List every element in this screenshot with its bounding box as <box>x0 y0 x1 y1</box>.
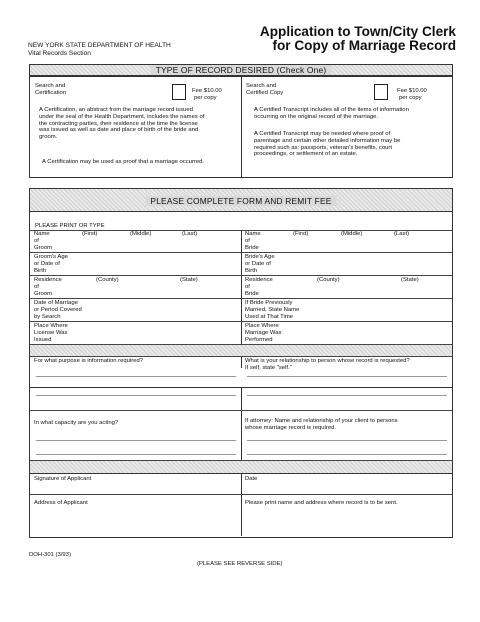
label-line: Groom <box>34 290 53 297</box>
certification-proof-note: A Certification may be used as proof that a marriage occurred. <box>42 159 205 165</box>
label-line: of <box>34 283 39 290</box>
capacity-answer-line[interactable] <box>36 440 236 441</box>
attorney-question-2: whose marriage record is required. <box>245 425 337 431</box>
label-line: Place Where <box>34 323 68 329</box>
row-line <box>30 252 452 253</box>
relationship-answer-line-2[interactable] <box>247 395 447 396</box>
label-line: If Bride Previously <box>245 300 293 306</box>
certification-desc-line: was issued as well as date and place of birth of the bride and <box>39 127 199 134</box>
label-line: Name <box>34 231 50 237</box>
row-line <box>30 321 452 322</box>
section-label: Vital Records Section <box>28 50 91 57</box>
license-place-label <box>34 323 68 343</box>
label-line: Residence <box>245 277 273 283</box>
record-type-divider <box>241 77 242 177</box>
form-title <box>260 25 456 53</box>
certification-label-2: Certification <box>35 90 67 96</box>
attorney-answer-line[interactable] <box>247 440 447 441</box>
groom-county-col: (County) <box>96 277 119 283</box>
label-line: License Was <box>34 329 68 336</box>
marriage-place-label <box>245 323 281 343</box>
bride-first-col: (First) <box>293 231 309 237</box>
capacity-block <box>29 388 453 474</box>
date-of-marriage-label <box>34 300 82 320</box>
label-line: by Search <box>34 313 61 320</box>
certification-desc-line: the contracting parties, their residence at the time the license <box>39 120 198 127</box>
applicant-block <box>29 474 453 538</box>
certification-label-1: Search and <box>35 83 66 89</box>
certified-copy-desc-line: A Certified Transcript includes all of the items of information <box>254 107 409 113</box>
capacity-answer-line-2[interactable] <box>36 454 236 455</box>
certified-copy-usage <box>254 131 452 158</box>
capacity-separator <box>30 460 452 473</box>
label-line: Date of Marriage <box>34 300 78 306</box>
bride-middle-col: (Middle) <box>341 231 363 237</box>
address-label: Address of Applicant <box>34 500 88 506</box>
label-line: Used at That Time <box>245 313 294 320</box>
certified-copy-description <box>254 107 452 121</box>
form-separator <box>30 344 452 357</box>
certified-copy-fee-unit: per copy <box>399 95 422 101</box>
applicant-divider <box>241 474 242 536</box>
record-type-heading: TYPE OF RECORD DESIRED (Check One) <box>151 65 332 75</box>
date-label: Date <box>245 476 258 482</box>
label-line: of <box>245 237 250 244</box>
certification-checkbox[interactable] <box>172 84 186 100</box>
title-line-1: Application to Town/City Clerk <box>259 24 456 39</box>
certified-copy-desc-line: occurring on the original record of the marriage. <box>254 113 379 120</box>
bride-residence-label <box>245 277 273 297</box>
bride-age-label <box>245 254 275 274</box>
groom-age-label <box>34 254 68 274</box>
complete-form-band <box>29 188 453 212</box>
label-line: Married, State Name <box>245 306 300 313</box>
reverse-note: (PLEASE SEE REVERSE SIDE) <box>197 561 283 567</box>
label-line: of <box>34 237 39 244</box>
row-line <box>30 298 452 299</box>
certified-copy-usage-line: A Certified Transcript may be needed where proof of <box>254 131 391 137</box>
record-type-box <box>29 76 453 178</box>
label-line: Birth <box>245 267 258 274</box>
label-line: Issued <box>34 336 52 343</box>
certified-copy-usage-line: required such as: passports, veteran's benefits, court <box>254 144 392 151</box>
marriage-details-form <box>29 212 453 388</box>
certified-copy-checkbox[interactable] <box>374 84 388 100</box>
attorney-question: If attorney: Name and relationship of your client to persons <box>245 418 398 424</box>
label-line: Marriage Was <box>245 329 282 336</box>
row-line <box>30 494 452 495</box>
purpose-question: For what purpose is information required? <box>34 358 144 364</box>
label-line: Bride <box>245 290 259 297</box>
attorney-answer-line-2[interactable] <box>247 454 447 455</box>
bride-state-col: (State) <box>401 277 419 283</box>
label-line: of <box>245 283 250 290</box>
relationship-answer-line[interactable] <box>247 376 447 377</box>
label-line: Name <box>245 231 261 237</box>
capacity-question: In what capacity are you acting? <box>34 420 119 426</box>
label-line: Performed <box>245 336 273 343</box>
record-type-band <box>29 64 453 76</box>
certification-fee-unit: per copy <box>194 95 217 101</box>
bride-last-col: (Last) <box>394 231 410 237</box>
purpose-answer-line[interactable] <box>36 376 236 377</box>
groom-residence-label <box>34 277 62 297</box>
certification-desc-line: A Certification, an abstract from the marriage record issued <box>39 107 193 113</box>
bride-name-label <box>245 231 261 251</box>
certified-copy-label-1: Search and <box>246 83 277 89</box>
certification-description <box>39 107 239 141</box>
label-line: or Period Covered <box>34 306 82 313</box>
relationship-question: What is your relationship to person whose record is requested? <box>245 358 410 364</box>
print-name-instruction: Please print name and address where record is to be sent. <box>245 500 398 506</box>
row-line <box>30 410 452 411</box>
signature-label: Signature of Applicant <box>34 476 92 482</box>
department-name <box>28 42 171 58</box>
groom-state-col: (State) <box>180 277 198 283</box>
label-line: Bride <box>245 244 259 251</box>
label-line: Groom <box>34 244 53 251</box>
complete-form-heading: PLEASE COMPLETE FORM AND REMIT FEE <box>145 196 336 206</box>
label-line: Birth <box>34 267 47 274</box>
label-line: Bride's Age <box>245 254 275 260</box>
groom-first-col: (First) <box>82 231 98 237</box>
groom-last-col: (Last) <box>182 231 198 237</box>
groom-name-label <box>34 231 52 251</box>
form-number: DOH-301 (3/93) <box>29 552 71 558</box>
relationship-hint: If self, state "self." <box>245 365 292 371</box>
purpose-answer-line-2[interactable] <box>36 395 236 396</box>
certified-copy-usage-line: proceedings, or settlement of an estate. <box>254 151 358 158</box>
certification-desc-line: groom. <box>39 134 58 141</box>
bride-county-col: (County) <box>317 277 340 283</box>
label-line: or Date of <box>34 260 60 267</box>
label-line: Residence <box>34 277 62 283</box>
certified-copy-fee: Fee $10.00 <box>397 88 427 94</box>
department-label: NEW YORK STATE DEPARTMENT OF HEALTH <box>28 42 171 49</box>
certified-copy-label-2: Certified Copy <box>246 90 284 96</box>
print-note: PLEASE PRINT OR TYPE <box>35 223 105 229</box>
row-line <box>30 275 452 276</box>
certification-desc-line: under the seal of the Health Department, includes the names of <box>39 113 205 120</box>
groom-middle-col: (Middle) <box>130 231 152 237</box>
label-line: or Date of <box>245 260 271 267</box>
title-line-2: for Copy of Marriage Record <box>272 38 456 53</box>
label-line: Place Where <box>245 323 279 329</box>
bride-previous-name-label <box>245 300 299 320</box>
certified-copy-usage-line: parentage and certain other detailed information may be <box>254 137 401 144</box>
certification-fee: Fee $10.00 <box>192 88 222 94</box>
label-line: Groom's Age <box>34 254 68 260</box>
